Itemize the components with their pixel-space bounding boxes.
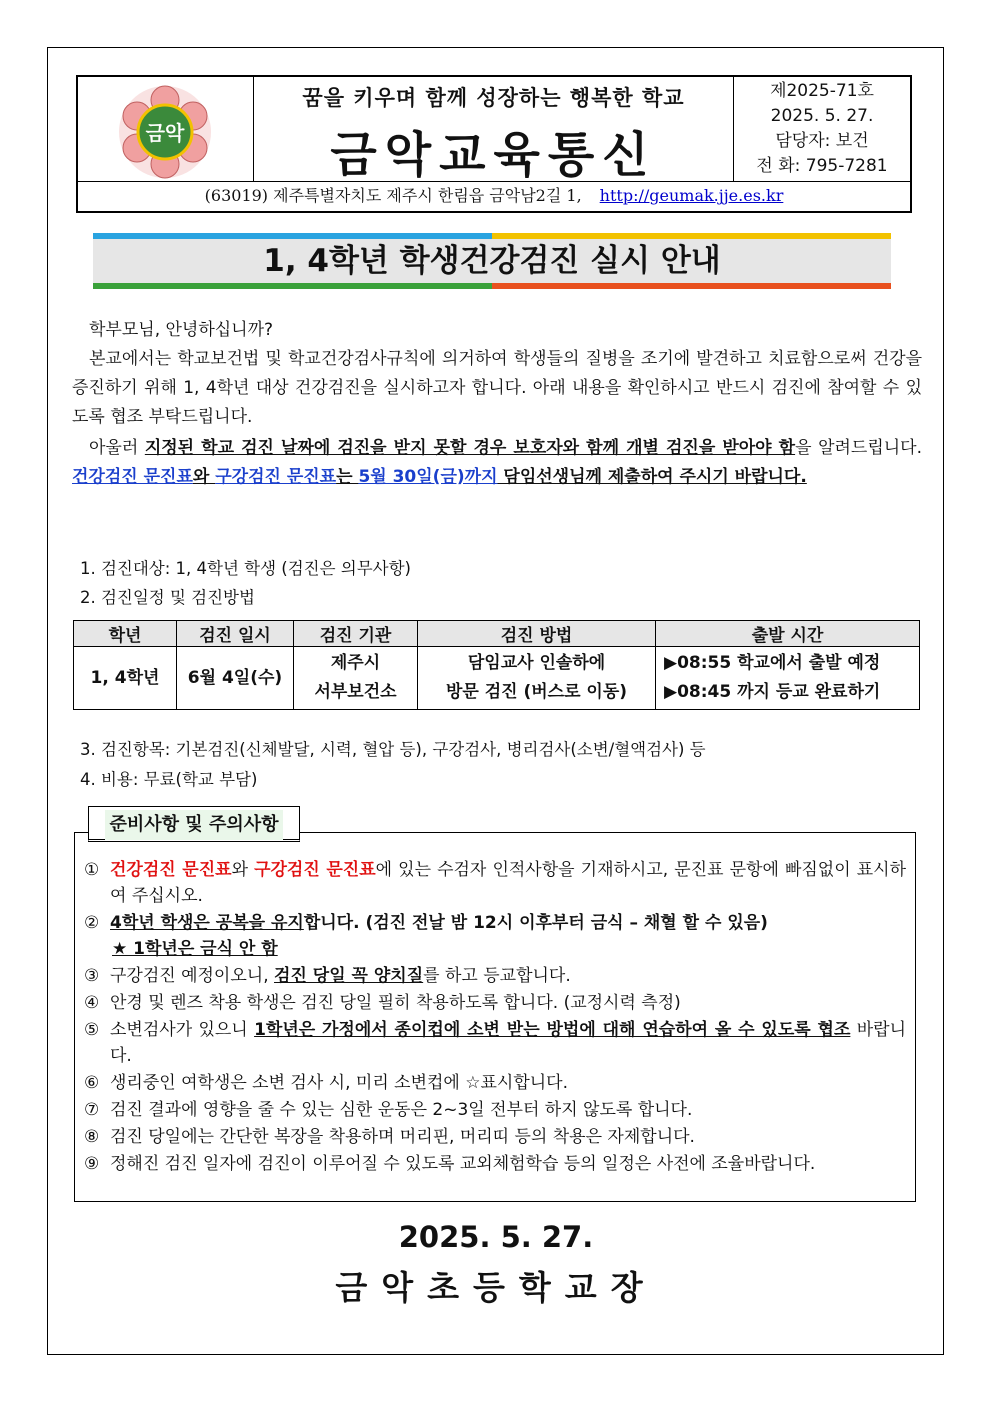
item-number: ⑦ <box>84 1100 100 1120</box>
deadline: 5월 30일(금)까지 <box>358 467 498 487</box>
school-address: (63019) 제주특별자치도 제주시 한림읍 금악남2길 1, <box>204 186 582 205</box>
phone: 전 화: 795-7281 <box>756 156 888 176</box>
item-number: ⑥ <box>84 1073 100 1093</box>
item-text <box>110 857 906 909</box>
item-text-part: 바랍니다. <box>110 1020 906 1066</box>
health-form-label: 건강검진 문진표 <box>72 467 193 487</box>
newsletter-header <box>76 75 912 213</box>
logo-text: 금악 <box>145 121 185 145</box>
col-header-method: 검진 방법 <box>418 621 656 647</box>
org-line: 제주시 <box>330 653 381 673</box>
item-text-part: 소변검사가 있으니 <box>110 1020 255 1040</box>
dental-form-label: 구강검진 문진표 <box>215 467 337 487</box>
list-item-cost: 4. 비용: 무료(학교 부담) <box>80 770 258 789</box>
schedule-table <box>73 620 920 710</box>
item-number: ⑧ <box>84 1127 100 1147</box>
fasting-emphasis: 4학년 학생은 공복을 유지 <box>110 913 304 933</box>
p2-text: 담임선생님께 제출하여 주시기 바랍니다. <box>497 467 807 487</box>
school-url-link[interactable]: http://geumak.jje.es.kr <box>599 186 784 205</box>
intro-paragraph-1: 본교에서는 학교보건법 및 학교건강검사규칙에 의거하여 학생들의 질병을 조기에 발견하고 치료함으로써 건강을 증진하기 위해 1, 4학년 대상 건강검진을 실시하고자 합니다. 아래 내용을 확인하시고 반드시 검진에 참여할 수 있도록 협조 부탁드립니다. <box>72 349 922 427</box>
item-text-part: 에 있는 수검자 인적사항을 기재하시고, 문진표 문항에 빠짐없이 표시하여 주십시오. <box>110 860 907 906</box>
prep-item <box>84 1151 906 1177</box>
grade1-no-fasting: ★ 1학년은 금식 안 함 <box>112 939 278 959</box>
school-logo-cell <box>78 77 254 181</box>
banner-bar-orange <box>492 283 891 289</box>
p2-text: 아울러 <box>89 438 145 458</box>
item-text: 검진 결과에 영향을 줄 수 있는 심한 운동은 2~3일 전부터 하지 않도록 합니다. <box>110 1100 693 1120</box>
prep-item <box>84 857 906 909</box>
health-form-label: 건강검진 문진표 <box>110 860 232 880</box>
cell-date: 6월 4일(수) <box>177 647 294 710</box>
p2-emphasis: 지정된 학교 검진 날짜에 검진을 받지 못할 경우 보호자와 함께 개별 검진을 받아야 함 <box>144 438 796 458</box>
star-note <box>110 936 906 962</box>
item-text: 안경 및 렌즈 착용 학생은 검진 당일 필히 착용하도록 합니다. (교정시력 측정) <box>110 993 681 1013</box>
school-slogan: 꿈을 키우며 함께 성장하는 행복한 학교 <box>302 85 685 110</box>
depart-line: ▶08:45 까지 등교 완료하기 <box>664 682 881 702</box>
item-text: 검진 당일에는 간단한 복장을 착용하며 머리핀, 머리띠 등의 착용은 자제합니다. <box>110 1127 695 1147</box>
item-text: 정해진 검진 일자에 검진이 이루어질 수 있도록 교외체험학습 등의 일정은 사전에 조율바랍니다. <box>110 1154 816 1174</box>
item-number: ② <box>84 913 100 933</box>
list-item-schedule: 2. 검진일정 및 검진방법 <box>80 588 255 607</box>
org-line: 서부보건소 <box>314 682 397 702</box>
item-text: 생리중인 여학생은 소변 검사 시, 미리 소변컵에 ☆표시합니다. <box>110 1073 569 1093</box>
intro-paragraph-2 <box>72 434 922 492</box>
cell-grade: 1, 4학년 <box>74 647 177 710</box>
prep-item <box>84 1017 906 1069</box>
item-text-part: 구강검진 예정이오니, <box>110 966 275 986</box>
header-title-cell <box>254 77 734 181</box>
method-line: 담임교사 인솔하에 <box>467 653 606 673</box>
banner-bar-green <box>93 283 492 289</box>
prep-item <box>84 1124 906 1150</box>
preparation-title <box>88 806 300 842</box>
table-row <box>74 647 920 710</box>
depart-line: ▶08:55 학교에서 출발 예정 <box>664 653 881 673</box>
school-emblem-icon <box>78 77 254 181</box>
cell-org <box>294 647 418 710</box>
item-text <box>110 910 906 936</box>
list-item-target: 1. 검진대상: 1, 4학년 학생 (검진은 의무사항) <box>80 559 411 578</box>
col-header-date: 검진 일시 <box>177 621 294 647</box>
prep-item <box>84 990 906 1016</box>
dental-form-label: 구강검진 문진표 <box>254 860 376 880</box>
prep-item <box>84 963 906 989</box>
preparation-title-text: 준비사항 및 주의사항 <box>105 810 282 840</box>
item-number: ① <box>84 860 100 880</box>
item-text-part: 합니다. (검진 전날 밤 12시 이후부터 금식 – 채혈 할 수 있음) <box>303 913 768 933</box>
address-row <box>78 181 910 211</box>
list-item-items: 3. 검진항목: 기본검진(신체발달, 시력, 혈압 등), 구강검사, 병리검사(소변/혈액검사) 등 <box>80 740 706 759</box>
footer-date: 2025. 5. 27. <box>398 1220 594 1254</box>
issue-date: 2025. 5. 27. <box>770 106 874 126</box>
item-text-part: 와 <box>231 860 255 880</box>
prep-item <box>84 1097 906 1123</box>
p2-text: 을 알려드립니다. <box>795 438 923 458</box>
item-number: ⑨ <box>84 1154 100 1174</box>
item-number: ⑤ <box>84 1020 100 1040</box>
issue-info-cell <box>734 77 910 181</box>
p2-text: 와 <box>192 467 216 487</box>
notice-title: 1, 4학년 학생건강검진 실시 안내 <box>263 243 721 279</box>
item-text <box>110 963 906 989</box>
method-line: 방문 검진 (버스로 이동) <box>445 682 628 702</box>
issue-number: 제2025-71호 <box>770 81 874 101</box>
brushing-emphasis: 검진 당일 꼭 양치질 <box>274 966 424 986</box>
newsletter-title: 금악교육통신 <box>330 127 657 183</box>
greeting: 학부모님, 안녕하십니까? <box>89 320 274 340</box>
urine-practice-emphasis: 1학년은 가정에서 종이컵에 소변 받는 방법에 대해 연습하여 올 수 있도록 협조 <box>254 1020 851 1040</box>
col-header-depart: 출발 시간 <box>656 621 920 647</box>
principal-signature: 금악초등학교장 <box>335 1268 657 1307</box>
title-banner <box>93 233 891 289</box>
prep-item <box>84 910 906 962</box>
item-text <box>110 1017 906 1069</box>
item-text-part: 를 하고 등교합니다. <box>423 966 571 986</box>
prep-item <box>84 1070 906 1096</box>
item-number: ④ <box>84 993 100 1013</box>
cell-depart <box>656 647 920 710</box>
cell-method <box>418 647 656 710</box>
col-header-grade: 학년 <box>74 621 177 647</box>
manager: 담당자: 보건 <box>775 131 869 151</box>
col-header-org: 검진 기관 <box>294 621 418 647</box>
p2-text: 는 <box>336 467 359 487</box>
item-number: ③ <box>84 966 100 986</box>
